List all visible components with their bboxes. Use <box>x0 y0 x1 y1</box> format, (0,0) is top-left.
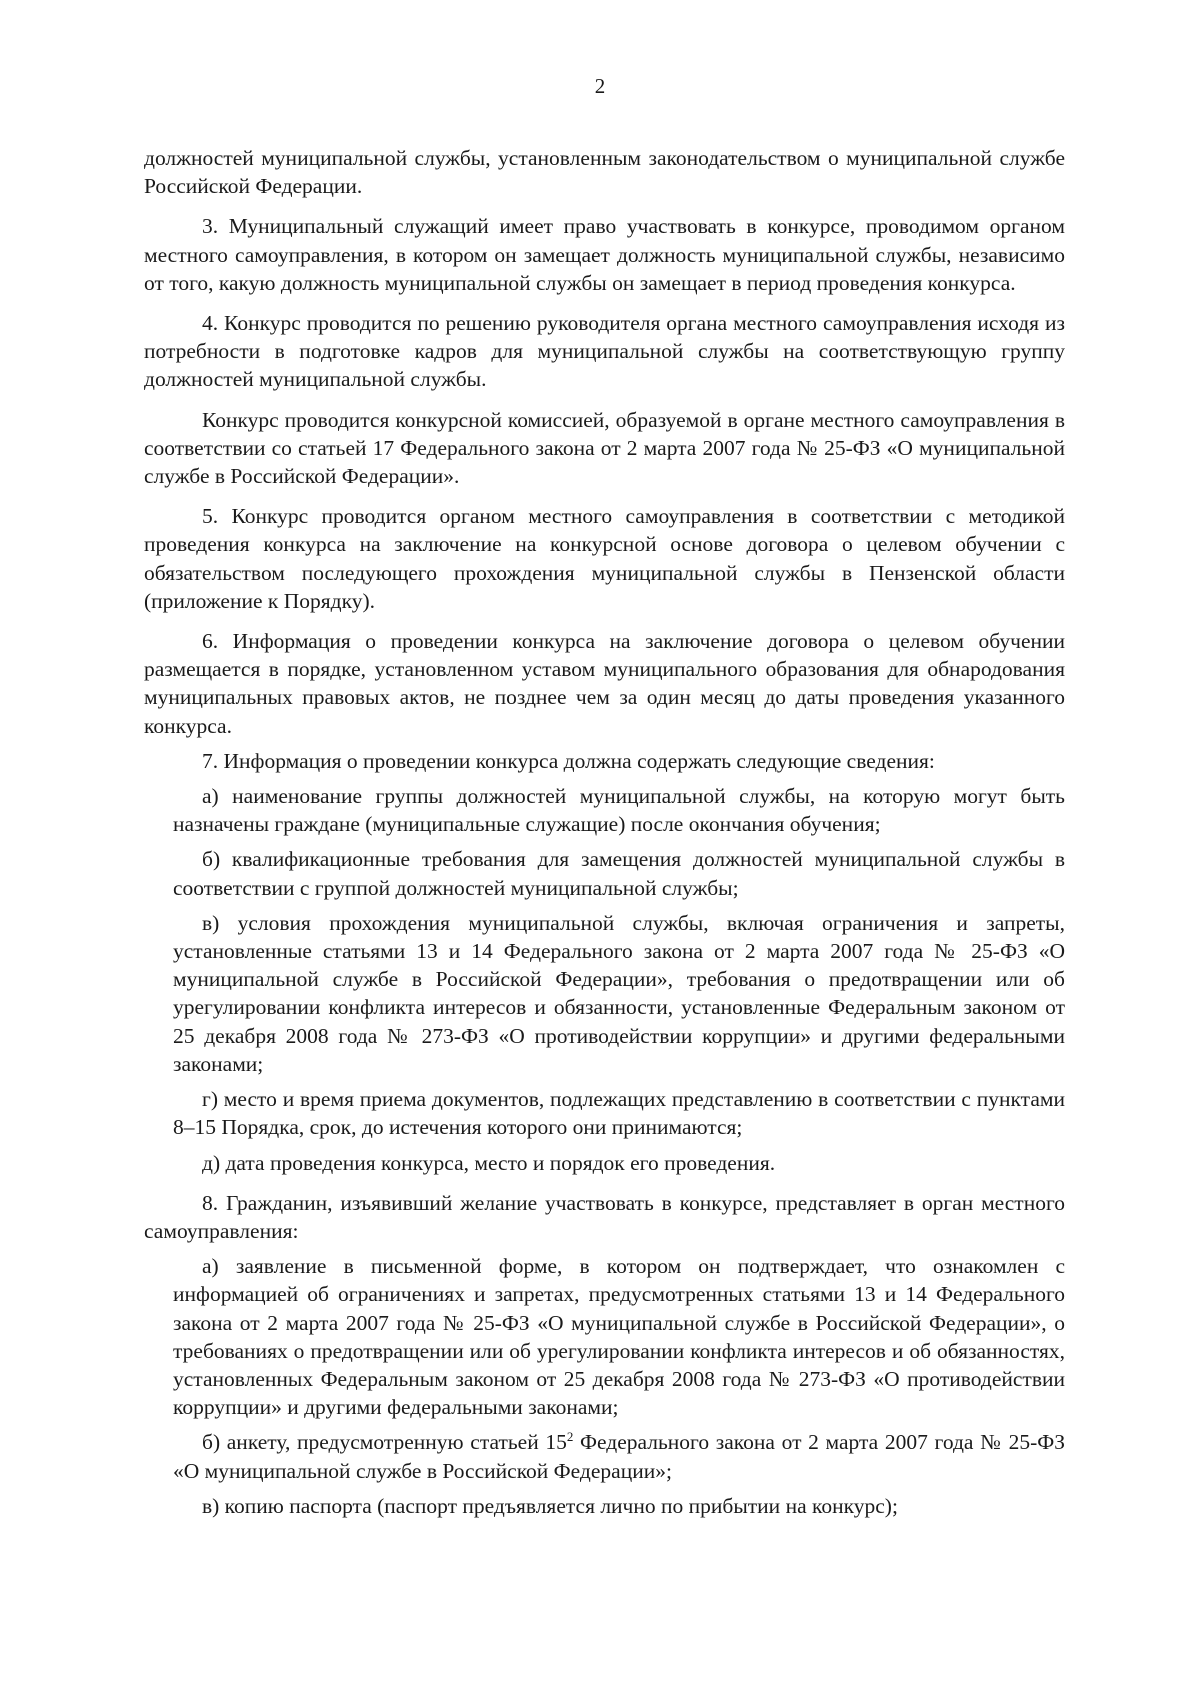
item-b-text-after: Федерального закона от 2 марта 2007 года № 25-ФЗ «О муниципальной службе в Российской Федерации»; <box>173 1430 1066 1483</box>
paragraph-8: 8. Гражданин, изъявивший желание участвовать в конкурсе, представляет в орган местного самоуправления: <box>144 1190 1065 1243</box>
page-number: 2 <box>594 74 606 98</box>
paragraph-5: 5. Конкурс проводится органом местного самоуправления в соответствии с методикой проведения конкурса на заключение на конкурсной основе договора о целевом обучении с обязательством последующего прохождения муниципальной службы в Пензенской области (приложение к Порядку). <box>144 504 1065 613</box>
paragraph-7-item-b: б) квалификационные требования для замещения должностей муниципальной службы в соответствии с группой должностей муниципальной службы; <box>173 847 1065 900</box>
paragraph-4: 4. Конкурс проводится по решению руководителя органа местного самоуправления исходя из потребности в подготовке кадров для муниципальной службы на соответствующую группу должностей муниципальной службы. <box>144 311 1065 392</box>
paragraph-7-item-a: а) наименование группы должностей муниципальной службы, на которую могут быть назначены граждане (муниципальные служащие) после окончания обучения; <box>173 784 1065 837</box>
paragraph-7-item-d: д) дата проведения конкурса, место и порядок его проведения. <box>202 1150 776 1175</box>
paragraph-8-item-v: в) копию паспорта (паспорт предъявляется лично по прибытии на конкурс); <box>202 1493 898 1518</box>
paragraph-continuation: должностей муниципальной службы, установленным законодательством о муниципальной службе Российской Федерации. <box>144 146 1065 199</box>
paragraph-4-commission: Конкурс проводится конкурсной комиссией, образуемой в органе местного самоуправления в соответствии со статьей 17 Федерального закона от 2 марта 2007 года № 25-ФЗ «О муниципальной службе в Российской Федерации». <box>144 407 1065 489</box>
paragraph-8-item-a: а) заявление в письменной форме, в котором он подтверждает, что ознакомлен с информацией об ограничениях и запретах, предусмотренных статьями 13 и 14 Федерального закона от 2 марта 2007 года № 25-ФЗ «О муниципальной службе в Российской Федерации», о требованиях о предотвращении или об урегулировании конфликта интересов и об обязанностях, установленных Федеральным законом от 25 декабря 2008 года № 273-ФЗ «О противодействии коррупции» и другими федеральными законами; <box>173 1254 1065 1420</box>
superscript: 2 <box>566 1429 574 1445</box>
document-body <box>144 144 1065 1527</box>
paragraph-7-item-v: в) условия прохождения муниципальной службы, включая ограничения и запреты, установленные статьями 13 и 14 Федерального закона от 2 марта 2007 года № 25-ФЗ «О муниципальной службе в Российской Федерации», требования о предотвращении или об урегулировании конфликта интересов и обязанности, установленные Федеральным законом от 25 декабря 2008 года № 273-ФЗ «О противодействии коррупции» и другими федеральными законами; <box>173 910 1065 1076</box>
paragraph-6: 6. Информация о проведении конкурса на заключение договора о целевом обучении размещается в порядке, установленном уставом муниципального образования для обнародования муниципальных правовых актов, не позднее чем за один месяц до даты проведения указанного конкурса. <box>144 629 1065 738</box>
paragraph-7-item-g: г) место и время приема документов, подлежащих представлению в соответствии с пунктами 8–15 Порядка, срок, до истечения которого они принимаются; <box>173 1087 1065 1140</box>
paragraph-3: 3. Муниципальный служащий имеет право участвовать в конкурсе, проводимом органом местного самоуправления, в котором он замещает должность муниципальной службы, независимо от того, какую должность муниципальной службы он замещает в период проведения конкурса. <box>144 214 1065 295</box>
paragraph-7: 7. Информация о проведении конкурса должна содержать следующие сведения: <box>202 748 935 773</box>
item-b-text-before: б) анкету, предусмотренную статьей 15 <box>202 1430 567 1455</box>
paragraph-8-item-b <box>144 1428 1065 1484</box>
